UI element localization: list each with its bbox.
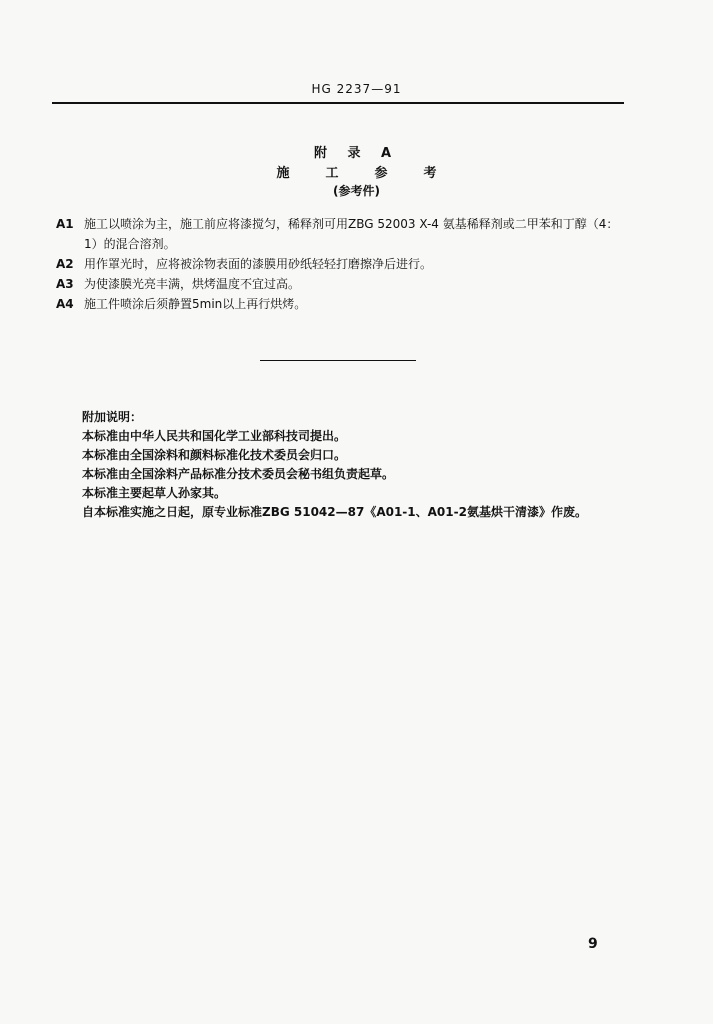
clause-text: 用作罩光时，应将被涂物表面的漆膜用砂纸轻轻打磨擦净后进行。 bbox=[84, 257, 433, 271]
appendix-subtitle: 施工参考 bbox=[276, 166, 473, 181]
clause-text: 施工以喷涂为主，施工前应将漆搅匀，稀释剂可用ZBG 52003 X-4 氨基稀释剂或二甲苯和丁醇（4：1）的混合溶剂。 bbox=[84, 217, 619, 251]
header-rule bbox=[52, 102, 624, 104]
note-line: 本标准由全国涂料和颜料标准化技术委员会归口。 bbox=[82, 448, 347, 462]
clause-id: A2 bbox=[56, 257, 74, 271]
clause-text: 为使漆膜光亮丰满，烘烤温度不宜过高。 bbox=[84, 277, 301, 291]
standard-code: HG 2237—91 bbox=[311, 82, 402, 96]
clause-a3 bbox=[56, 274, 630, 294]
notes-heading: 附加说明： bbox=[82, 410, 143, 424]
clause-text: 施工件喷涂后须静置5min以上再行烘烤。 bbox=[84, 297, 307, 311]
note-line: 本标准主要起草人孙家其。 bbox=[82, 486, 227, 500]
clause-list bbox=[56, 214, 630, 314]
clause-id: A4 bbox=[56, 297, 74, 311]
section-divider bbox=[260, 360, 416, 361]
note-line: 本标准由中华人民共和国化学工业部科技司提出。 bbox=[82, 429, 347, 443]
clause-a2 bbox=[56, 254, 630, 274]
page-number: 9 bbox=[588, 936, 598, 952]
appendix-title: 附 录 A bbox=[313, 146, 400, 161]
note-line: 本标准由全国涂料产品标准分技术委员会秘书组负责起草。 bbox=[82, 467, 395, 481]
additional-notes bbox=[82, 408, 642, 522]
clause-id: A1 bbox=[56, 217, 74, 231]
clause-a4 bbox=[56, 294, 630, 314]
note-line: 自本标准实施之日起，原专业标准ZBG 51042—87《A01-1、A01-2氨基烘干清漆》作废。 bbox=[82, 505, 587, 519]
appendix-nature: (参考件) bbox=[333, 184, 380, 198]
clause-a1 bbox=[56, 214, 630, 254]
clause-id: A3 bbox=[56, 277, 74, 291]
